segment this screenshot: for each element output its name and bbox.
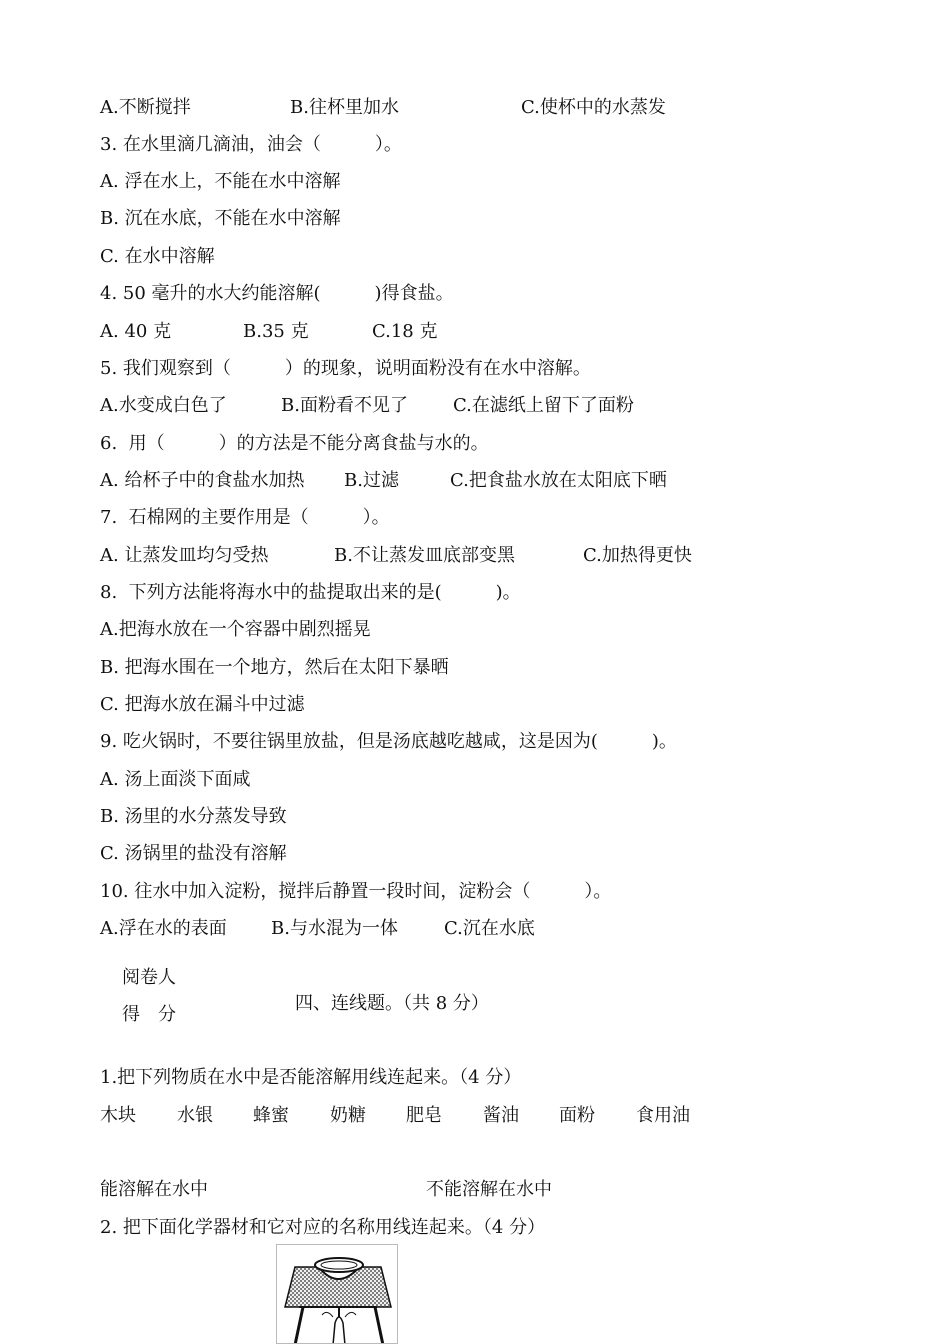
evaporating-apparatus-drawing (277, 1245, 398, 1344)
q3-option-a: A. 浮在水上，不能在水中溶解 (100, 171, 341, 192)
q4-option-a: A. 40 克 (100, 321, 172, 342)
evaporating-apparatus-image (276, 1244, 398, 1344)
insoluble-category: 不能溶解在水中 (426, 1179, 552, 1200)
q9-option-a: A. 汤上面淡下面咸 (100, 769, 251, 790)
q4-option-b: B.35 克 (243, 321, 309, 342)
substance-item: 面粉 (559, 1105, 595, 1126)
q5-option-b: B.面粉看不见了 (281, 395, 408, 416)
q6-option-a: A. 给杯子中的食盐水加热 (100, 470, 305, 491)
score-label: 得 分 (122, 1004, 176, 1025)
q6-stem: 6. 用（ ）的方法是不能分离食盐与水的。 (100, 433, 489, 454)
q4-option-c: C.18 克 (372, 321, 438, 342)
q5-option-a: A.水变成白色了 (100, 395, 227, 416)
soluble-category: 能溶解在水中 (100, 1179, 208, 1200)
q8-option-b: B. 把海水围在一个地方，然后在太阳下暴晒 (100, 657, 449, 678)
q2-option-a: A.不断搅拌 (100, 97, 191, 118)
q7-option-a: A. 让蒸发皿均匀受热 (100, 545, 269, 566)
q10-option-a: A.浮在水的表面 (100, 918, 227, 939)
q10-stem: 10. 往水中加入淀粉，搅拌后静置一段时间，淀粉会（ ）。 (100, 881, 612, 902)
substance-item: 木块 (100, 1105, 136, 1126)
substance-item: 肥皂 (406, 1105, 442, 1126)
q7-stem: 7. 石棉网的主要作用是（ ）。 (100, 507, 390, 528)
q7-option-c: C.加热得更快 (583, 545, 692, 566)
q3-stem: 3. 在水里滴几滴油，油会（ ）。 (100, 134, 402, 155)
q8-option-c: C. 把海水放在漏斗中过滤 (100, 694, 305, 715)
q7-option-b: B.不让蒸发皿底部变黑 (334, 545, 515, 566)
substance-item: 食用油 (636, 1105, 690, 1126)
q4-stem: 4. 50 毫升的水大约能溶解( )得食盐。 (100, 283, 454, 304)
q9-option-c: C. 汤锅里的盐没有溶解 (100, 843, 287, 864)
substance-item: 酱油 (483, 1105, 519, 1126)
q3-option-c: C. 在水中溶解 (100, 246, 215, 267)
substance-item: 奶糖 (330, 1105, 366, 1126)
substance-item: 蜂蜜 (253, 1105, 289, 1126)
q5-stem: 5. 我们观察到（ ）的现象，说明面粉没有在水中溶解。 (100, 358, 591, 379)
matching-q2-stem: 2. 把下面化学器材和它对应的名称用线连起来。（4 分） (100, 1217, 546, 1238)
q6-option-b: B.过滤 (344, 470, 399, 491)
matching-q1-stem: 1.把下列物质在水中是否能溶解用线连起来。（4 分） (100, 1067, 522, 1088)
q3-option-b: B. 沉在水底，不能在水中溶解 (100, 208, 341, 229)
q9-stem: 9. 吃火锅时，不要往锅里放盐，但是汤底越吃越咸，这是因为( )。 (100, 731, 677, 752)
q8-option-a: A.把海水放在一个容器中剧烈摇晃 (100, 619, 371, 640)
q8-stem: 8. 下列方法能将海水中的盐提取出来的是( )。 (100, 582, 521, 603)
q2-option-c: C.使杯中的水蒸发 (521, 97, 666, 118)
q5-option-c: C.在滤纸上留下了面粉 (453, 395, 634, 416)
section-4-title: 四、连线题。（共 8 分） (295, 993, 489, 1014)
q9-option-b: B. 汤里的水分蒸发导致 (100, 806, 287, 827)
q10-option-c: C.沉在水底 (444, 918, 535, 939)
q6-option-c: C.把食盐水放在太阳底下晒 (450, 470, 667, 491)
q2-option-b: B.往杯里加水 (290, 97, 399, 118)
substance-item: 水银 (177, 1105, 213, 1126)
q10-option-b: B.与水混为一体 (271, 918, 398, 939)
grader-label: 阅卷人 (122, 967, 176, 988)
